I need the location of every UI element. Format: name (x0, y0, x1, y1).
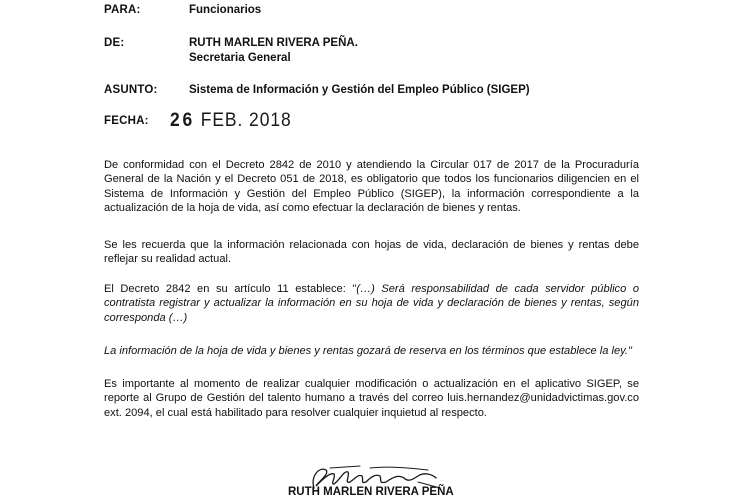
to-label: PARA: (104, 4, 141, 16)
paragraph-1: De conformidad con el Decreto 2842 de 2010 y atendiendo la Circular 017 de 2017 de la Procuraduría General de la Nación y el Decreto 051 de 2018, es obligatorio que todos los funcionarios diligencien en el Sistema de Información y Gestión del Empleo Público (SIGEP), la información correspondiente a la actualización de la hoja de vida, así como efectuar la declaración de bienes y rentas. (104, 159, 639, 215)
paragraph-3-quote: (…) Será responsabilidad de cada servidor público o contratista registrar y actualizar la información en su hoja de vida y declaración de bienes y rentas, según corresponda (…) (104, 283, 639, 324)
paragraph-5: Es importante al momento de realizar cualquier modificación o actualización en el aplicativo SIGEP, se reporte al Grupo de Gestión del talento humano a través del correo luis.hernandez@unidadvictimas.gov.co ext. 2094, el cual está habilitado para resolver cualquier inquietud al respecto. (104, 378, 639, 419)
subject-label: ASUNTO: (104, 84, 158, 96)
date-stamp (170, 110, 292, 132)
from-label: DE: (104, 37, 125, 49)
paragraph-2: Se les recuerda que la información relacionada con hojas de vida, declaración de bienes y rentas debe reflejar su realidad actual. (104, 239, 639, 266)
subject-value: Sistema de Información y Gestión del Empleo Público (SIGEP) (189, 84, 530, 96)
date-stamp-day: 26 (170, 110, 195, 131)
date-label: FECHA: (104, 115, 149, 127)
to-value: Funcionarios (189, 4, 262, 16)
paragraph-3-lead: El Decreto 2842 en su artículo 11 establece: " (104, 283, 357, 295)
date-stamp-rest: FEB. 2018 (200, 110, 292, 131)
paragraph-3 (104, 282, 639, 325)
from-title: Secretaria General (189, 52, 291, 64)
paragraph-4: La información de la hoja de vida y bienes y rentas gozará de reserva en los términos que establece la ley." (104, 345, 632, 357)
signatory-name: RUTH MARLEN RIVERA PEÑA (288, 486, 454, 498)
from-name: RUTH MARLEN RIVERA PEÑA. (189, 37, 358, 49)
